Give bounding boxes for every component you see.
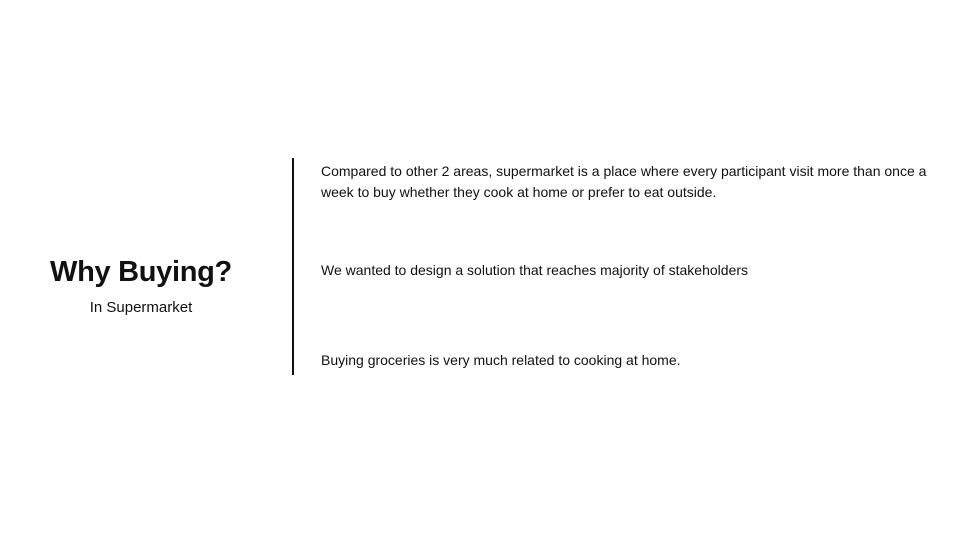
point-participant-visits: Compared to other 2 areas, supermarket is a place where every participant visit more than once a week to buy whether they cook at home or prefer to eat outside. xyxy=(321,163,927,200)
point-stakeholders: We wanted to design a solution that reaches majority of stakeholders xyxy=(321,262,748,278)
slide-subtitle: In Supermarket xyxy=(89,299,193,316)
slide-title: Why Buying? xyxy=(50,256,232,288)
title-block xyxy=(0,250,282,318)
vertical-divider xyxy=(292,158,294,375)
point-cooking-at-home: Buying groceries is very much related to cooking at home. xyxy=(321,352,681,368)
